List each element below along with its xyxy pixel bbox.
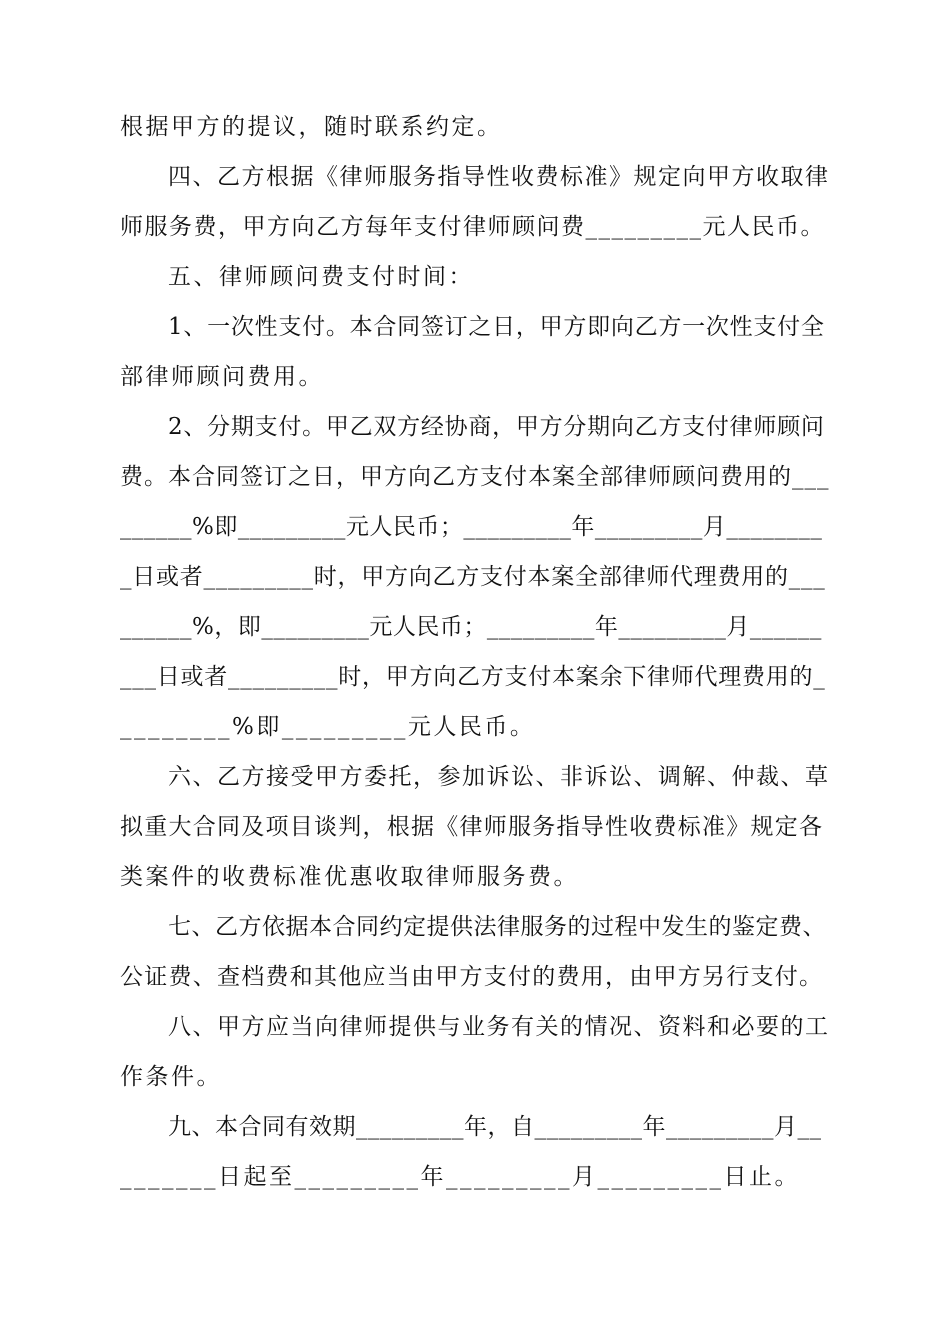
clause-5-2-line-1: 2、分期支付。甲乙双方经协商，甲方分期向乙方支付律师顾问 [168, 414, 825, 440]
clause-5-2-line-2: 费。本合同签订之日，甲方向乙方支付本案全部律师顾问费用的___ [120, 464, 830, 490]
clause-5-2-line-3: ______%即_________元人民币；_________年_________月________ [120, 514, 823, 540]
clause-4-line-2: 师服务费，甲方向乙方每年支付律师顾问费_________元人民币。 [120, 214, 825, 240]
clause-6-line-2: 拟重大合同及项目谈判，根据《律师服务指导性收费标准》规定各 [120, 814, 824, 840]
clause-5-1-line-2: 部律师顾问费用。 [120, 364, 324, 390]
clause-8-line-2: 作条件。 [120, 1064, 222, 1090]
clause-9-line-2: _______日起至_________年_________月_________日止。 [120, 1164, 800, 1190]
clause-5-2-line-6: ___日或者_________时，甲方向乙方支付本案余下律师代理费用的_ [120, 664, 826, 690]
clause-6-line-3: 类案件的收费标准优惠收取律师服务费。 [120, 864, 579, 890]
clause-8-line-1: 八、甲方应当向律师提供与业务有关的情况、资料和必要的工 [168, 1014, 830, 1040]
clause-7-line-1: 七、乙方依据本合同约定提供法律服务的过程中发生的鉴定费、 [168, 914, 826, 940]
clause-5-2-line-7: ________%即_________元人民币。 [120, 714, 536, 740]
clause-5-2-line-5: ______%，即_________元人民币；_________年_________月______ [120, 614, 822, 640]
clause-5-1-line-1: 1、一次性支付。本合同签订之日，甲方即向乙方一次性支付全 [168, 314, 825, 340]
clause-4-line-1: 四、乙方根据《律师服务指导性收费标准》规定向甲方收取律 [168, 164, 830, 190]
text-line: 根据甲方的提议，随时联系约定。 [120, 114, 503, 140]
clause-6-line-1: 六、乙方接受甲方委托，参加诉讼、非诉讼、调解、仲裁、草 [168, 764, 830, 790]
clause-7-line-2: 公证费、查档费和其他应当由甲方支付的费用，由甲方另行支付。 [120, 964, 824, 990]
clause-5-heading: 五、律师顾问费支付时间： [168, 264, 474, 290]
clause-5-2-line-4: _日或者_________时，甲方向乙方支付本案全部律师代理费用的___ [120, 564, 826, 590]
clause-9-line-1: 九、本合同有效期_________年，自_________年_________月__ [168, 1114, 822, 1140]
